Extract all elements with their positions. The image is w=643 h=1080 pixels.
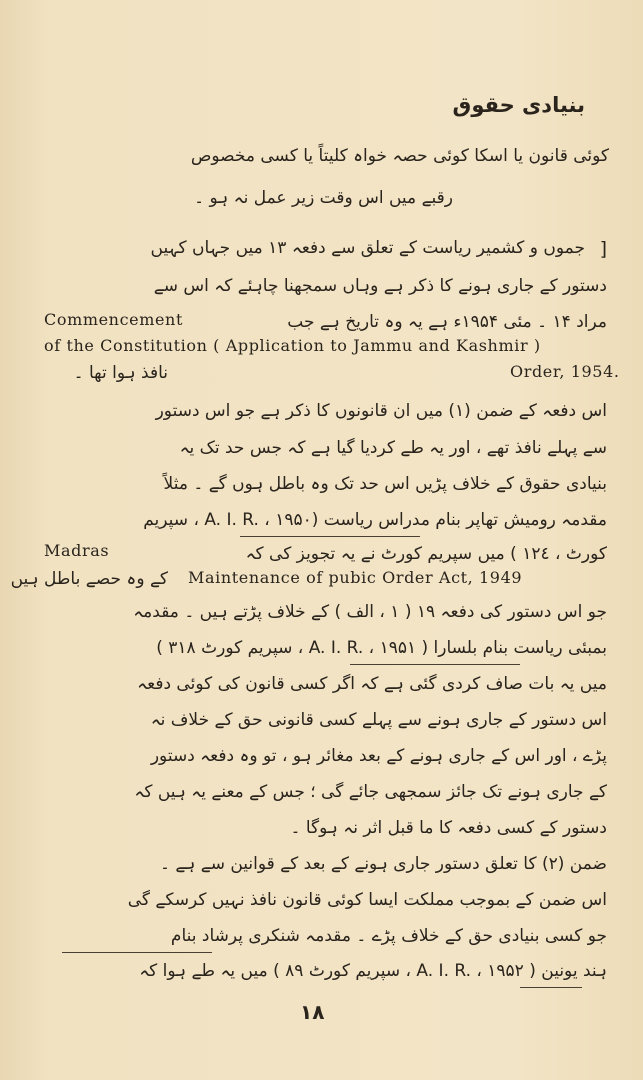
text-line: دستور کے جاری ہونے کا ذکر ہے وہاں سمجھنا چاہئے کہ اس سے: [153, 276, 607, 296]
opening-bracket: [: [599, 238, 607, 260]
text-line: مراد ۱۴ ۔ مئی ۱۹۵۴ء ہے یہ وہ تاریخ ہے جب: [287, 312, 607, 332]
text-line-english: Order, 1954.: [510, 362, 620, 381]
text-line: کے جاری ہونے تک جائز سمجھی جائے گی ؛ جس کے معنے یہ ہیں کہ: [134, 782, 607, 802]
text-line: کوئی قانون یا اسکا کوئی حصہ خواہ کلیتاً یا کسی مخصوص: [190, 146, 609, 166]
text-line: سے پہلے نافذ تھے ، اور یہ طے کردیا گیا ہے کہ جس حد تک یہ: [179, 438, 607, 458]
text-line: بنیادی حقوق کے خلاف پڑیں اس حد تک وہ باطل ہوں گے ۔ مثلاً: [163, 474, 607, 494]
underline: [350, 664, 520, 665]
text-line: جو اس دستور کی دفعہ ۱۹ ( ۱ ، الف ) کے خلاف پڑتے ہیں ۔ مقدمہ: [133, 602, 607, 622]
text-line: کورٹ ، ۱۲٤ ) میں سپریم کورٹ نے یہ تجویز کی کہ: [245, 544, 607, 564]
text-line: اس دفعہ کے ضمن (۱) میں ان قانونوں کا ذکر ہے جو اس دستور: [155, 401, 607, 421]
text-line: اس ضمن کے بموجب مملکت ایسا کوئی قانون نافذ نہیں کرسکے گی: [127, 890, 607, 910]
text-line: میں یہ بات صاف کردی گئی ہے کہ اگر کسی قانون کی کوئی دفعہ: [137, 674, 607, 694]
text-line: جموں و کشمیر ریاست کے تعلق سے دفعہ ۱۳ میں جہاں کہیں: [150, 238, 585, 258]
text-line: جو کسی بنیادی حق کے خلاف پڑے ۔ مقدمہ شنکری پرشاد بنام: [170, 926, 607, 946]
text-line-english: of the Constitution ( Application to Jammu and Kashmir ): [44, 336, 541, 355]
text-line: مقدمہ رومیش تھاپر بنام مدراس ریاست (A. I. R. ، ۱۹۵۰ ، سپریم: [143, 510, 607, 530]
text-line: ضمن (۲) کا تعلق دستور جاری ہونے کے بعد کے قوانین سے ہے ۔: [160, 854, 607, 874]
page-number: ۱۸: [300, 1000, 325, 1024]
text-line: بمبئی ریاست بنام بلسارا ( A. I. R. ، ۱۹۵۱ ، سپریم کورٹ ۳۱۸ ): [156, 638, 607, 658]
text-line: رقبے میں اس وقت زیر عمل نہ ہو ۔: [194, 188, 453, 208]
text-line: نافذ ہوا تھا ۔: [73, 363, 168, 383]
underline: [240, 536, 420, 537]
text-line: دستور کے کسی دفعہ کا ما قبل اثر نہ ہوگا ۔: [290, 818, 607, 838]
page-header: بنیادی حقوق: [452, 93, 585, 117]
text-line-english: Commencement: [44, 310, 183, 329]
text-line-english: Madras: [44, 541, 110, 560]
text-line: پڑے ، اور اس کے جاری ہونے کے بعد مغائر ہو ، تو وہ دفعہ دستور: [150, 746, 607, 766]
text-line: کے وہ حصے باطل ہیں: [10, 569, 168, 589]
underline: [62, 952, 212, 953]
text-line-english: Maintenance of pubic Order Act, 1949: [188, 568, 523, 587]
underline: [520, 987, 582, 988]
text-line: اس دستور کے جاری ہونے سے پہلے کسی قانونی حق کے خلاف نہ: [150, 710, 607, 730]
text-line: ہند یونین ( A. I. R. ، ۱۹۵۲ ، سپریم کورٹ ۸۹ ) میں یہ طے ہوا کہ: [139, 961, 607, 981]
